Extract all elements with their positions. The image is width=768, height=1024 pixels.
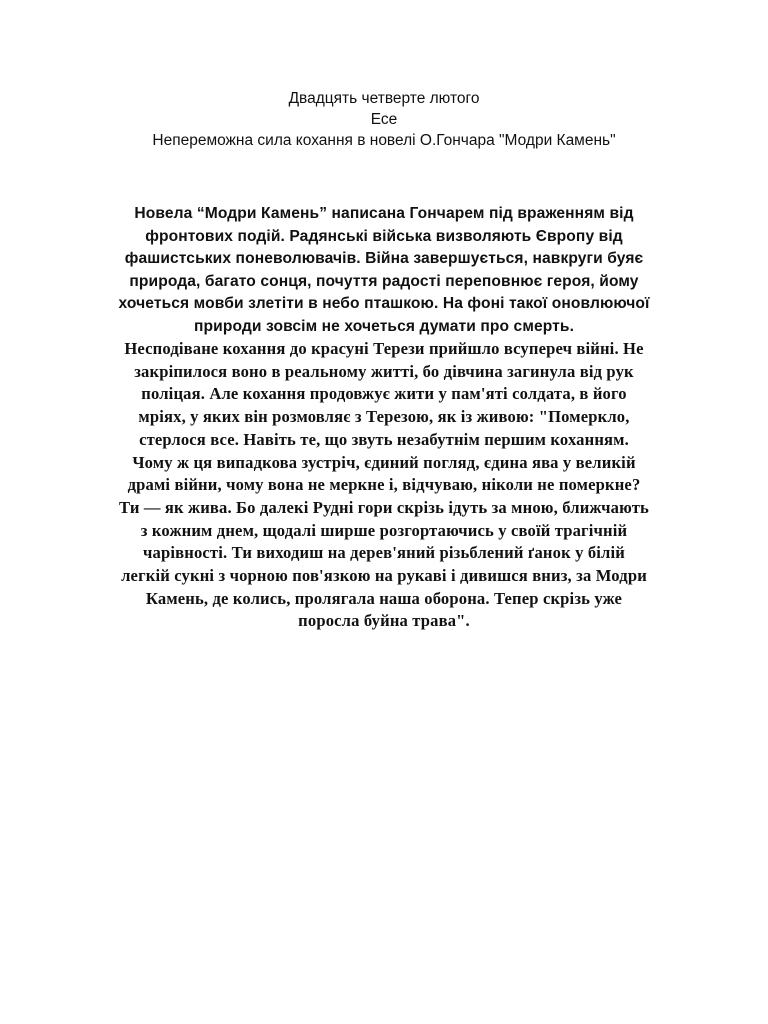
paragraph-line: хочеться мовби злетіти в небо пташкою. На фоні такої оновлюючої [118,295,650,312]
paragraph-line: Несподіване кохання до красуні Терези прийшло всупереч війні. Не [124,339,644,358]
paragraph-line: Ти — як жива. Бо далекі Рудні гори скрізь ідуть за мною, ближчають [119,497,649,517]
document-genre: Есе [370,111,398,128]
document-date: Двадцять четверте лютого [288,90,480,107]
paragraph-line: фронтових подій. Радянські війська визволяють Європу від [145,227,623,245]
paragraph-line: поросла буйна трава". [298,611,470,631]
paragraph-line: фашистських поневолювачів. Війна завершується, навкруги буяє [124,250,644,267]
paragraph-line: закріпилося воно в реальному житті, бо дівчина загинула від рук [134,361,634,381]
document-title: Непереможна сила кохання в новелі О.Гончара "Модри Камень" [152,132,616,149]
paragraph-intro [84,203,684,338]
paragraph-line: природа, багато сонця, почуття радості переповнює героя, йому [129,272,639,290]
paragraph-line: чарівності. Ти виходиш на дерев'яний різьблений ґанок у білій [143,543,625,563]
paragraph-line: Чому ж ця випадкова зустріч, єдиний погляд, єдина ява у великій [132,452,636,472]
paragraph-line: з кожним днем, щодалі ширше розгортаючись у своїй трагічній [140,520,628,540]
paragraph-line: драмі війни, чому вона не меркне і, відчуваю, ніколи не померкне? [127,475,641,495]
paragraph-line: поліцая. Але кохання продовжує жити у пам'яті солдата, в його [141,384,627,404]
paragraph-line: легкій сукні з чорною пов'язкою на рукаві і дивишся вниз, за Модри [121,566,647,586]
paragraph-line: природи зовсім не хочеться думати про смерть. [193,317,574,335]
document-header [0,88,768,151]
paragraph-line: Новела “Модри Камень” написана Гончарем під враженням від [134,205,634,222]
paragraph-line: стерлося все. Навіть те, що звуть незабутнім першим коханням. [139,429,629,449]
paragraph-love [80,338,688,633]
paragraph-line: мріях, у яких він розмовляє з Терезою, як із живою: "Померкло, [138,407,630,427]
paragraph-line: Камень, де колись, пролягала наша оборона. Тепер скрізь уже [145,588,623,608]
